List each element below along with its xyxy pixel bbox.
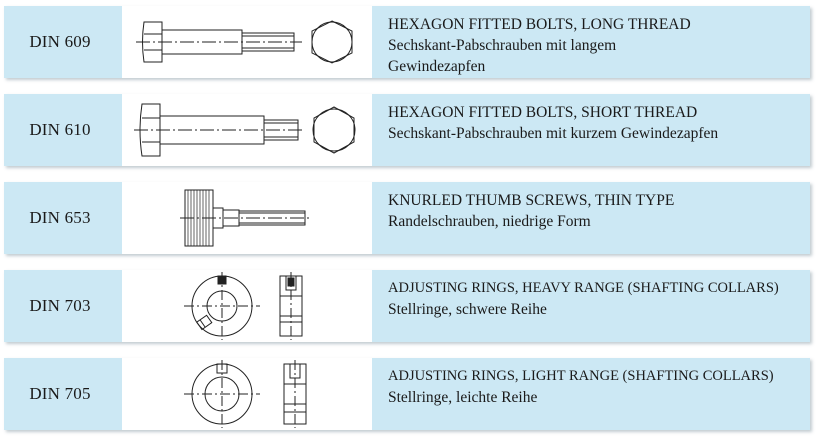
- table-row: [4, 270, 810, 342]
- title-german: Sechskant-Pabschrauben mit kurzem Gewindezapfen: [388, 125, 719, 142]
- table-row: [4, 358, 810, 430]
- title-english: HEXAGON FITTED BOLTS, SHORT THREAD: [388, 104, 698, 121]
- description: [378, 270, 810, 342]
- din-code: DIN 609: [29, 32, 91, 51]
- title-german: Randelschrauben, niedrige Form: [388, 213, 591, 230]
- description: [378, 6, 810, 78]
- title-german: Stellringe, schwere Reihe: [388, 301, 547, 318]
- din-code: DIN 703: [29, 296, 91, 315]
- title-english: HEXAGON FITTED BOLTS, LONG THREAD: [388, 16, 691, 33]
- hexagon-fitted-bolt-long-thread-drawing: [122, 6, 372, 78]
- din-code: DIN 705: [29, 384, 91, 403]
- din-code: DIN 653: [29, 208, 91, 227]
- knurled-thumb-screw-drawing: [122, 182, 372, 254]
- adjusting-ring-heavy-drawing: [122, 270, 372, 342]
- adjusting-ring-heavy-icon: [122, 270, 372, 342]
- bolt-long-thread-icon: [122, 6, 372, 78]
- table-row: [4, 94, 810, 166]
- title-german: Stellringe, leichte Reihe: [388, 389, 538, 406]
- description: [378, 358, 810, 430]
- description: [378, 182, 810, 254]
- bolt-short-thread-icon: [122, 94, 372, 166]
- adjusting-ring-light-icon: [122, 358, 372, 430]
- adjusting-ring-light-drawing: [122, 358, 372, 430]
- knurled-thumb-screw-icon: [122, 182, 372, 254]
- din-code: DIN 610: [29, 120, 91, 139]
- table-row: [4, 182, 810, 254]
- title-german: Sechskant-Pabschrauben mit langem Gewindezapfen: [388, 37, 617, 75]
- table-row: [4, 6, 810, 78]
- title-english: ADJUSTING RINGS, LIGHT RANGE (SHAFTING COLLARS): [388, 368, 774, 384]
- description: [378, 94, 810, 166]
- title-english: KNURLED THUMB SCREWS, THIN TYPE: [388, 192, 675, 209]
- title-english: ADJUSTING RINGS, HEAVY RANGE (SHAFTING COLLARS): [388, 280, 779, 296]
- hexagon-fitted-bolt-short-thread-drawing: [122, 94, 372, 166]
